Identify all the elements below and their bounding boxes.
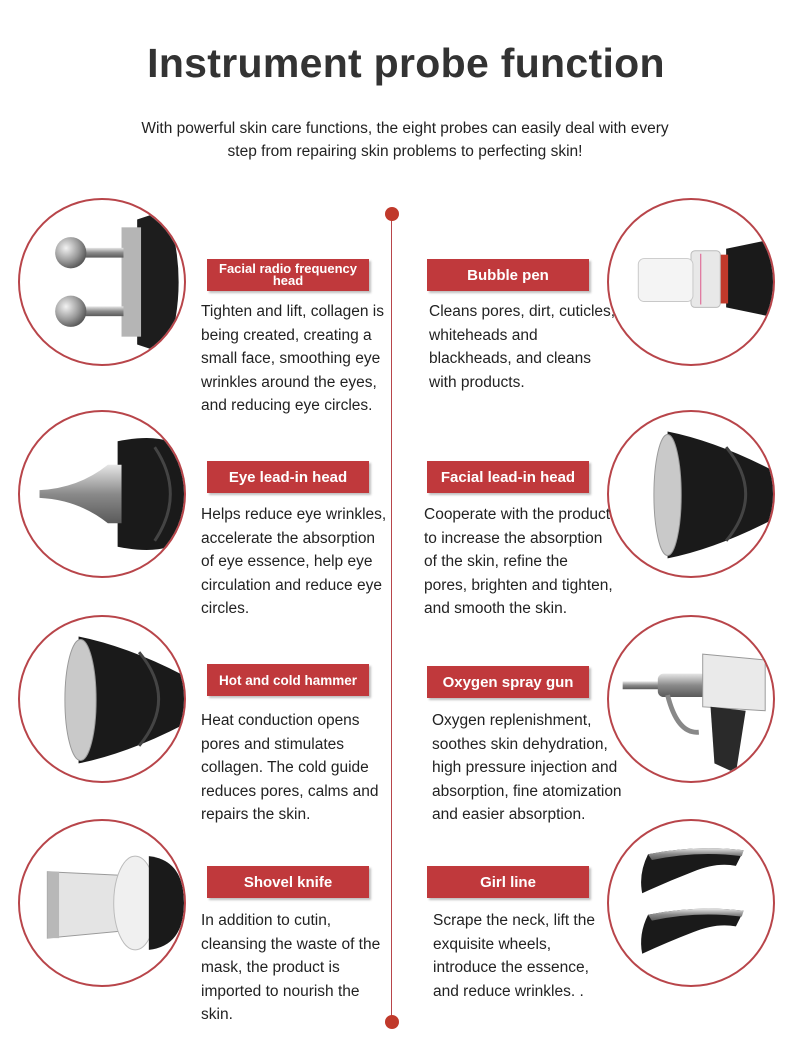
probe-desc-6: Oxygen replenishment, soothes skin dehydration, high pressure injection and absorption, fine atomization and easier absorption.: [432, 712, 622, 824]
probe-desc-8: Scrape the neck, lift the exquisite wheels, introduce the essence, and reduce wrinkles. .: [433, 912, 595, 1000]
page-subtitle: With powerful skin care functions, the eight probes can easily deal with every step from repairing skin problems to perfecting skin!: [141, 120, 669, 160]
probe-label-4: Facial lead-in head: [427, 461, 589, 493]
facial-probe-icon: [607, 410, 775, 578]
probe-desc-3: Helps reduce eye wrinkles, accelerate the absorption of eye essence, help eye circulation and reduce eye circles.: [201, 506, 387, 618]
probe-label-8: Girl line: [427, 866, 589, 898]
probe-desc-5: Heat conduction opens pores and stimulates collagen. The cold guide reduces pores, calms and repairs the skin.: [201, 712, 379, 824]
divider-top-dot: [385, 207, 399, 221]
probe-desc-1: Tighten and lift, collagen is being created, creating a small face, smoothing eye wrinkles around the eyes, and reducing eye circles.: [201, 303, 384, 415]
shovel-probe-icon: [18, 819, 186, 987]
probe-label-3: Eye lead-in head: [207, 461, 369, 493]
center-divider-line: [391, 214, 392, 1022]
probe-label-1: Facial radio frequency head: [207, 259, 369, 291]
probe-desc-2: Cleans pores, dirt, cuticles, whiteheads and blackheads, and cleans with products.: [429, 303, 616, 391]
page-title: Instrument probe function: [147, 40, 665, 86]
spray-gun-icon: [607, 615, 775, 783]
probe-desc-4: Cooperate with the product to increase the absorption of the skin, refine the pores, brighten and tighten, and smooth the skin.: [424, 506, 613, 618]
hammer-probe-icon: [18, 615, 186, 783]
probe-label-2: Bubble pen: [427, 259, 589, 291]
gua-sha-icon: [607, 819, 775, 987]
probe-label-6: Oxygen spray gun: [427, 666, 589, 698]
probe-label-5: Hot and cold hammer: [207, 664, 369, 696]
eye-probe-icon: [18, 410, 186, 578]
probe-label-7: Shovel knife: [207, 866, 369, 898]
probe-desc-7: In addition to cutin, cleansing the waste of the mask, the product is imported to nourish the skin.: [201, 912, 381, 1024]
rf-probe-icon: [18, 198, 186, 366]
bubble-pen-icon: [607, 198, 775, 366]
